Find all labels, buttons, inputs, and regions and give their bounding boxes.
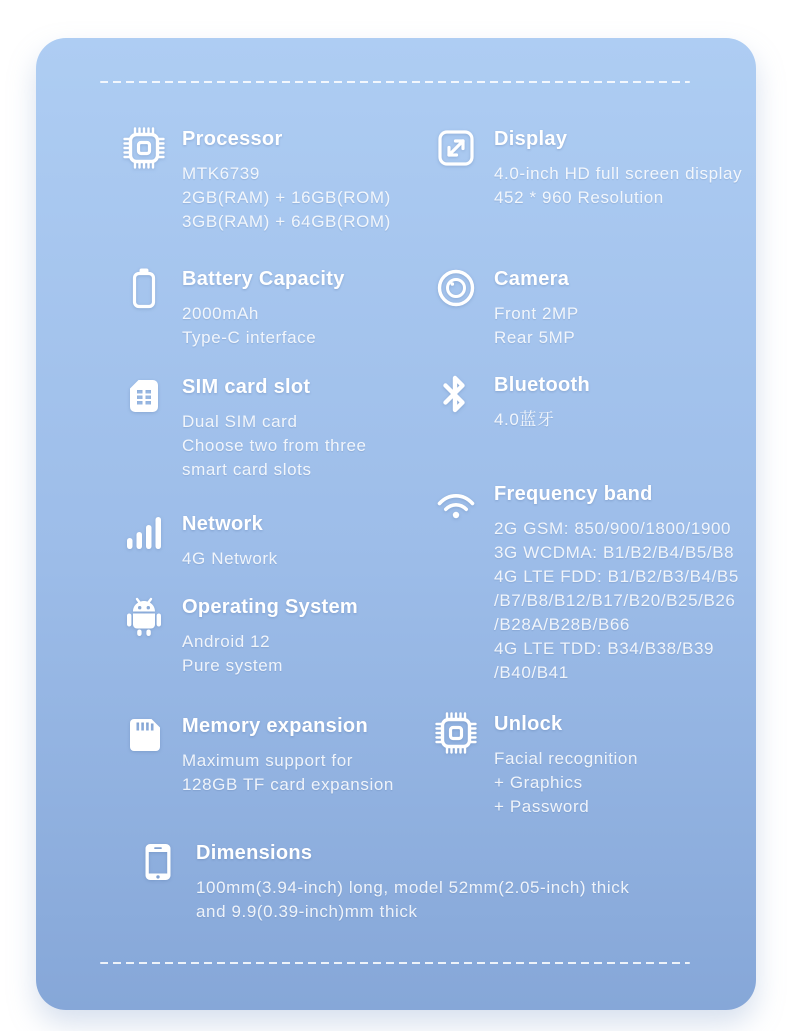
section-title: Memory expansion (182, 715, 368, 737)
section-frequency (432, 481, 739, 685)
signal-bars-icon (120, 509, 168, 557)
section-title: SIM card slot (182, 376, 311, 398)
wifi-icon (432, 479, 480, 527)
smartphone-icon (134, 838, 182, 886)
section-title: Bluetooth (494, 374, 591, 396)
spec-line: Choose two from three (182, 436, 367, 455)
spec-line: /B40/B41 (494, 663, 569, 682)
spec-line: Type-C interface (182, 328, 317, 347)
spec-line: smart card slots (182, 460, 312, 479)
resize-arrow-icon (432, 124, 480, 172)
spec-line: 128GB TF card expansion (182, 775, 394, 794)
spec-line: 2G GSM: 850/900/1800/1900 (494, 519, 732, 538)
spec-line: Android 12 (182, 632, 271, 651)
section-title: Network (182, 513, 264, 535)
section-title: Processor (182, 128, 283, 150)
spec-line: /B7/B8/B12/B17/B20/B25/B26 (494, 591, 736, 610)
spec-line: Facial recognition (494, 749, 639, 768)
dashed-divider-top (100, 81, 690, 83)
section-unlock (432, 711, 638, 819)
spec-line: + Graphics (494, 773, 583, 792)
spec-line: MTK6739 (182, 164, 260, 183)
spec-line: 4G LTE FDD: B1/B2/B3/B4/B5 (494, 567, 739, 586)
section-title: Operating System (182, 596, 358, 618)
spec-line: 3GB(RAM) + 64GB(ROM) (182, 212, 391, 231)
spec-line: Pure system (182, 656, 284, 675)
spec-line: and 9.9(0.39-inch)mm thick (196, 902, 418, 921)
spec-line: 452 * 960 Resolution (494, 188, 664, 207)
section-dimensions (134, 840, 629, 924)
spec-card (36, 38, 756, 1010)
section-sim (120, 374, 367, 482)
section-os (120, 594, 358, 678)
spec-line: 100mm(3.94-inch) long, model 52mm(2.05-inch) thick (196, 878, 630, 897)
section-battery (120, 266, 345, 350)
section-title: Display (494, 128, 568, 150)
section-bluetooth (432, 372, 590, 432)
android-icon (120, 592, 168, 640)
spec-line: 4G LTE TDD: B34/B38/B39 (494, 639, 715, 658)
spec-line: Maximum support for (182, 751, 354, 770)
spec-line: 3G WCDMA: B1/B2/B4/B5/B8 (494, 543, 735, 562)
memory-card-icon (120, 711, 168, 759)
section-camera (432, 266, 579, 350)
spec-line: 4G Network (182, 549, 278, 568)
section-title: Unlock (494, 713, 563, 735)
section-title: Frequency band (494, 483, 653, 505)
spec-line: + Password (494, 797, 590, 816)
section-display (432, 126, 742, 210)
spec-line: /B28A/B28B/B66 (494, 615, 630, 634)
bluetooth-icon (432, 370, 480, 418)
battery-icon (120, 264, 168, 312)
sim-card-icon (120, 372, 168, 420)
section-title: Battery Capacity (182, 268, 345, 290)
spec-line: Rear 5MP (494, 328, 576, 347)
section-title: Camera (494, 268, 570, 290)
cpu-chip-icon (432, 709, 480, 757)
section-title: Dimensions (196, 842, 313, 864)
dashed-divider-bottom (100, 962, 690, 964)
spec-line: 4.0蓝牙 (494, 410, 555, 429)
spec-line: Dual SIM card (182, 412, 298, 431)
camera-lens-icon (432, 264, 480, 312)
spec-line: 4.0-inch HD full screen display (494, 164, 743, 183)
section-processor (120, 126, 391, 234)
section-memory (120, 713, 394, 797)
spec-line: 2GB(RAM) + 16GB(ROM) (182, 188, 391, 207)
section-network (120, 511, 278, 571)
cpu-chip-icon (120, 124, 168, 172)
spec-line: Front 2MP (494, 304, 579, 323)
spec-line: 2000mAh (182, 304, 259, 323)
